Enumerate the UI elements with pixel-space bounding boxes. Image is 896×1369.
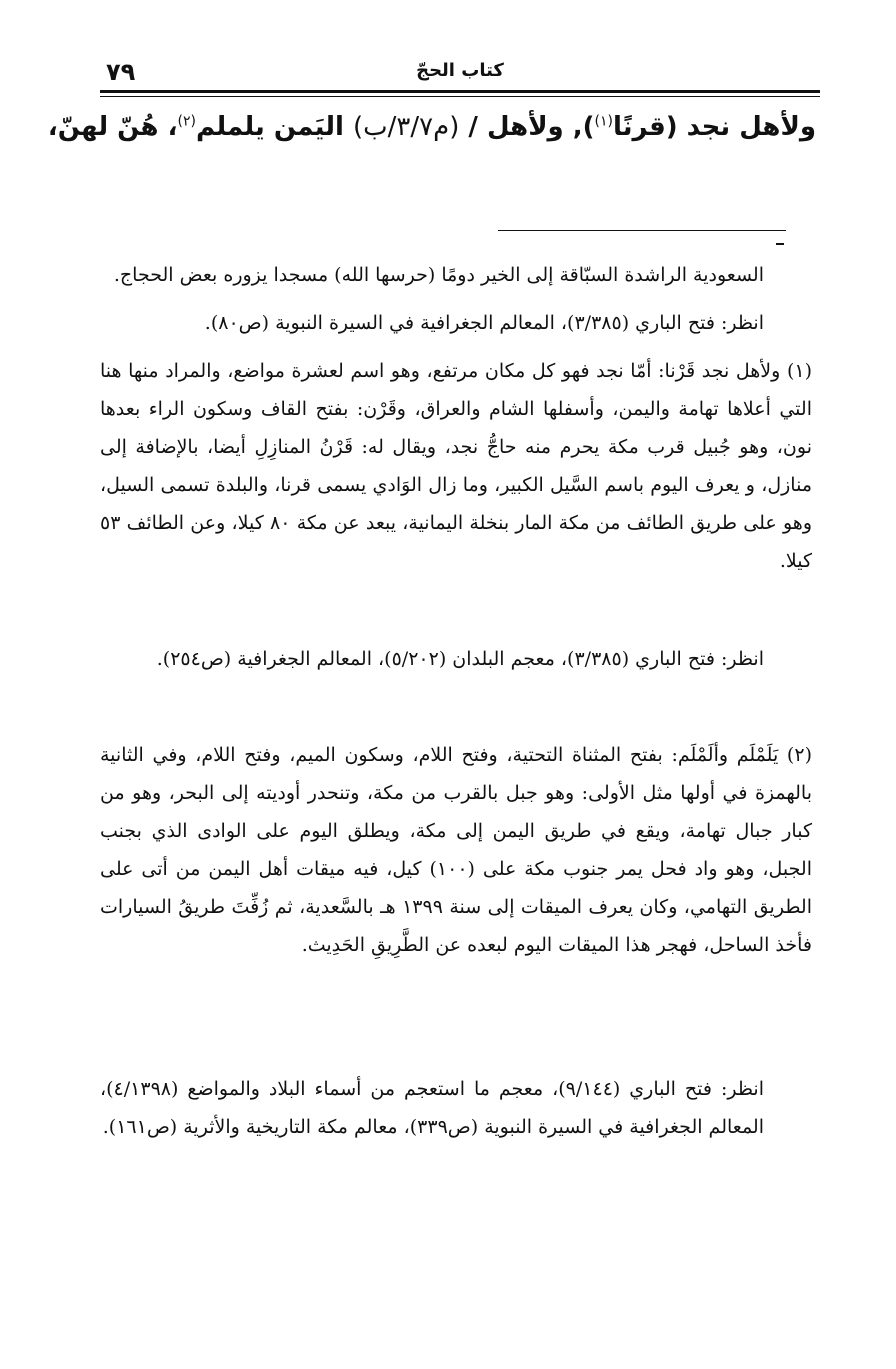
footnote-2-number: (٢) xyxy=(786,744,812,766)
main-text-part3: اليَمن يلملم xyxy=(195,112,354,142)
footnote-continuation-text: السعودية الراشدة السبّاقة إلى الخير دومًا (حرسها الله) مسجدا يزوره بعض الحجاج. xyxy=(113,264,764,286)
manuscript-ref: (م٣/٧/ب) xyxy=(353,112,460,142)
page-header xyxy=(100,52,820,92)
footnote-1-text: ولأهل نجد قَرْنا: أمّا نجد فهو كل مكان مرتفع، وهو اسم لعشرة مواضع، والمراد منها هنا التي أعلاها تهامة واليمن، وأسفلها الشام والعراق، وقَرْن: بفتح القاف وسكون الراء بعدها نون، وهو جُبيل قرب مكة يحرم منه حاجُّ نجد، ويقال له: قَرْنُ المنازِلِ أيضا، بالإضافة إلى منازل، و يعرف اليوم باسم السَّيل الكبير، وما زال الوَادي يسمى قرنا، والبلدة تسمى السيل، وهو على طريق الطائف من مكة المار بنخلة اليمانية، يبعد عن مكة ٨٠ كيلا، وعن الطائف ٥٣ كيلا. xyxy=(100,360,812,572)
header-rule-thick xyxy=(100,90,820,93)
footnote-separator xyxy=(498,230,786,231)
footnote-1-number: (١) xyxy=(786,360,812,382)
footnote-continuation-ref: انظر: فتح الباري (٣/٣٨٥)، المعالم الجغرافية في السيرة النبوية (ص٨٠). xyxy=(204,312,764,334)
continuation-mark xyxy=(776,243,784,245)
main-text-line xyxy=(47,112,816,142)
main-text-part1: ولأهل نجد (قرنًا xyxy=(613,112,816,142)
running-title: كتاب الحجّ xyxy=(416,60,504,81)
header-rule-thin xyxy=(100,96,820,97)
main-text-part4: ، هُنّ لهنّ، xyxy=(47,112,178,142)
footnote-ref-2: (٢) xyxy=(177,113,196,130)
footnote-2 xyxy=(100,736,812,964)
footnote-ref-1: (١) xyxy=(594,113,613,130)
footnote-1 xyxy=(100,352,812,580)
page-number: ٧٩ xyxy=(106,58,136,86)
footnote-2-text: يَلَمْلَم وألَمْلَم: بفتح المثناة التحتية، وفتح اللام، وسكون الميم، وفتح اللام، وفي الثانية بالهمزة في أولها مثل الأولى: وهو جبل بالقرب من مكة، وتنحدر أوديته إلى البحر، وهو من كبار جبال تهامة، ويقع في طريق اليمن إلى مكة، ويطلق اليوم على الوادى الذي بجنب الجبل، وهو واد فحل يمر جنوب مكة على (١٠٠) كيل، فيه ميقات أهل اليمن من أتى على الطريق التهامي، وكان يعرف الميقات إلى سنة ١٣٩٩ هـ بالسَّعدية، ثم زُفِّتَ طريقُ السيارات فأخذ الساحل، فهجر هذا الميقات اليوم لبعده عن الطَّرِيقِ الحَدِيث. xyxy=(100,744,812,956)
main-text-part2: ), ولأهل / xyxy=(459,112,595,142)
footnote-1-reference: انظر: فتح الباري (٣/٣٨٥)، معجم البلدان (٥/٢٠٢)، المعالم الجغرافية (ص٢٥٤). xyxy=(156,648,764,670)
footnote-2-reference: انظر: فتح الباري (٩/١٤٤)، معجم ما استعجم من أسماء البلاد والمواضع (٤/١٣٩٨)، المعالم الجغرافية في السيرة النبوية (ص٣٣٩)، معالم مكة التاريخية والأثرية (ص١٦١). xyxy=(100,1078,764,1138)
